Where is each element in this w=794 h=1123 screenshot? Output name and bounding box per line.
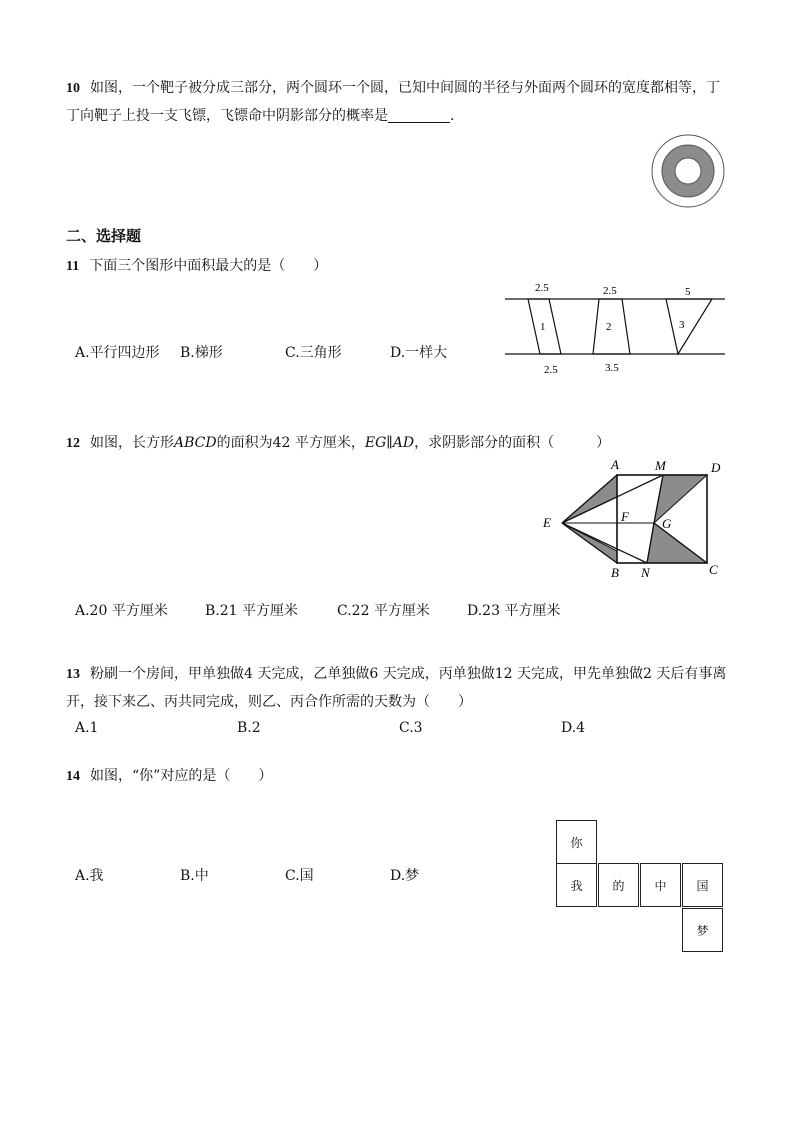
q10-end: . (450, 108, 455, 124)
q14-number: 14 (66, 769, 80, 784)
q12-text-a: 如图，长方形 (90, 435, 174, 451)
q13-option-b[interactable]: B.2 (237, 720, 261, 736)
q13-line2: 开，接下来乙、丙共同完成，则乙、丙合作所需的天数为（ ） (66, 694, 472, 710)
q12-option-b[interactable]: B.21 平方厘米 (205, 603, 299, 619)
q13-number: 13 (66, 667, 80, 682)
q11-option-c[interactable]: C.三角形 (285, 345, 342, 361)
section-title: 二、选择题 (66, 227, 142, 245)
q13-option-c[interactable]: C.3 (399, 720, 423, 736)
point-b: B (611, 565, 619, 580)
q10-number: 10 (66, 81, 80, 96)
q11-option-b[interactable]: B.梯形 (180, 345, 223, 361)
point-f: F (621, 509, 629, 524)
q10-text-line1: 如图，一个靶子被分成三部分，两个圆环一个圆，已知中间圆的半径与外面两个圆环的宽度都相等，丁 (90, 80, 720, 96)
q14-option-b[interactable]: B.中 (180, 868, 209, 884)
label-bottom-2: 3.5 (605, 362, 619, 374)
label-bottom-1: 2.5 (544, 364, 558, 376)
q13-line1 (66, 660, 726, 689)
line-en (562, 523, 647, 563)
q13-text-line1: 粉刷一个房间，甲单独做4 天完成，乙单独做6 天完成，丙单独做12 天完成，甲先单独做2 天后有事离 (90, 666, 727, 682)
net-cell-ni: 你 (556, 820, 597, 864)
q10-line1 (66, 74, 720, 103)
q14-option-d[interactable]: D.梦 (390, 868, 420, 884)
q12-egad: EG∥AD (364, 435, 415, 451)
point-c: C (709, 562, 718, 577)
q14-text: 如图，“你”对应的是（ ） (90, 768, 273, 784)
q11-stem (66, 252, 327, 281)
net-cell-zhong: 中 (640, 863, 681, 907)
q12-abcd: ABCD (174, 435, 217, 451)
q11-option-a[interactable]: A.平行四边形 (75, 345, 160, 361)
q13-option-d[interactable]: D.4 (561, 720, 586, 736)
q11-number: 11 (66, 259, 80, 274)
q12-figure (535, 455, 735, 580)
shape-label-3: 3 (679, 319, 685, 331)
q12-stem (66, 429, 610, 458)
label-top-2: 2.5 (603, 285, 617, 297)
q11-option-d[interactable]: D.一样大 (390, 345, 448, 361)
q13-option-a[interactable]: A.1 (75, 720, 99, 736)
net-cell-meng: 梦 (682, 908, 723, 952)
point-e: E (543, 515, 551, 530)
triangle-shape (666, 299, 712, 354)
q14-stem (66, 762, 272, 791)
q12-number: 12 (66, 436, 80, 451)
net-cell-wo: 我 (556, 863, 597, 907)
net-cell-de: 的 (598, 863, 639, 907)
point-g: G (662, 516, 672, 531)
target-figure (648, 133, 728, 213)
point-n: N (641, 565, 650, 580)
q11-figure (500, 278, 730, 378)
shape-label-1: 1 (540, 321, 546, 333)
line-eb (562, 523, 617, 563)
cube-net (556, 820, 726, 953)
q10-line2 (66, 102, 454, 130)
q12-text-c: ，求阴影部分的面积（ ） (414, 435, 611, 451)
target-center-circle (675, 158, 701, 184)
point-d: D (711, 460, 721, 475)
label-top-1: 2.5 (535, 282, 549, 294)
q14-option-a[interactable]: A.我 (75, 868, 104, 884)
label-top-3: 5 (685, 286, 691, 298)
q11-text: 下面三个图形中面积最大的是（ ） (89, 258, 328, 274)
point-m: M (655, 458, 666, 473)
q12-option-c[interactable]: C.22 平方厘米 (337, 603, 430, 619)
net-cell-guo: 国 (682, 863, 723, 907)
shape-label-2: 2 (606, 321, 612, 333)
q12-option-d[interactable]: D.23 平方厘米 (467, 603, 561, 619)
point-a: A (611, 457, 619, 472)
q10-text-line2: 丁向靶子上投一支飞镖，飞镖命中阴影部分的概率是 (66, 108, 388, 124)
q12-option-a[interactable]: A.20 平方厘米 (75, 603, 168, 619)
q14-option-c[interactable]: C.国 (285, 868, 314, 884)
trapezoid-shape (593, 299, 630, 354)
q12-text-b: 的面积为42 平方厘米， (216, 435, 365, 451)
q10-answer-blank[interactable] (388, 108, 450, 123)
